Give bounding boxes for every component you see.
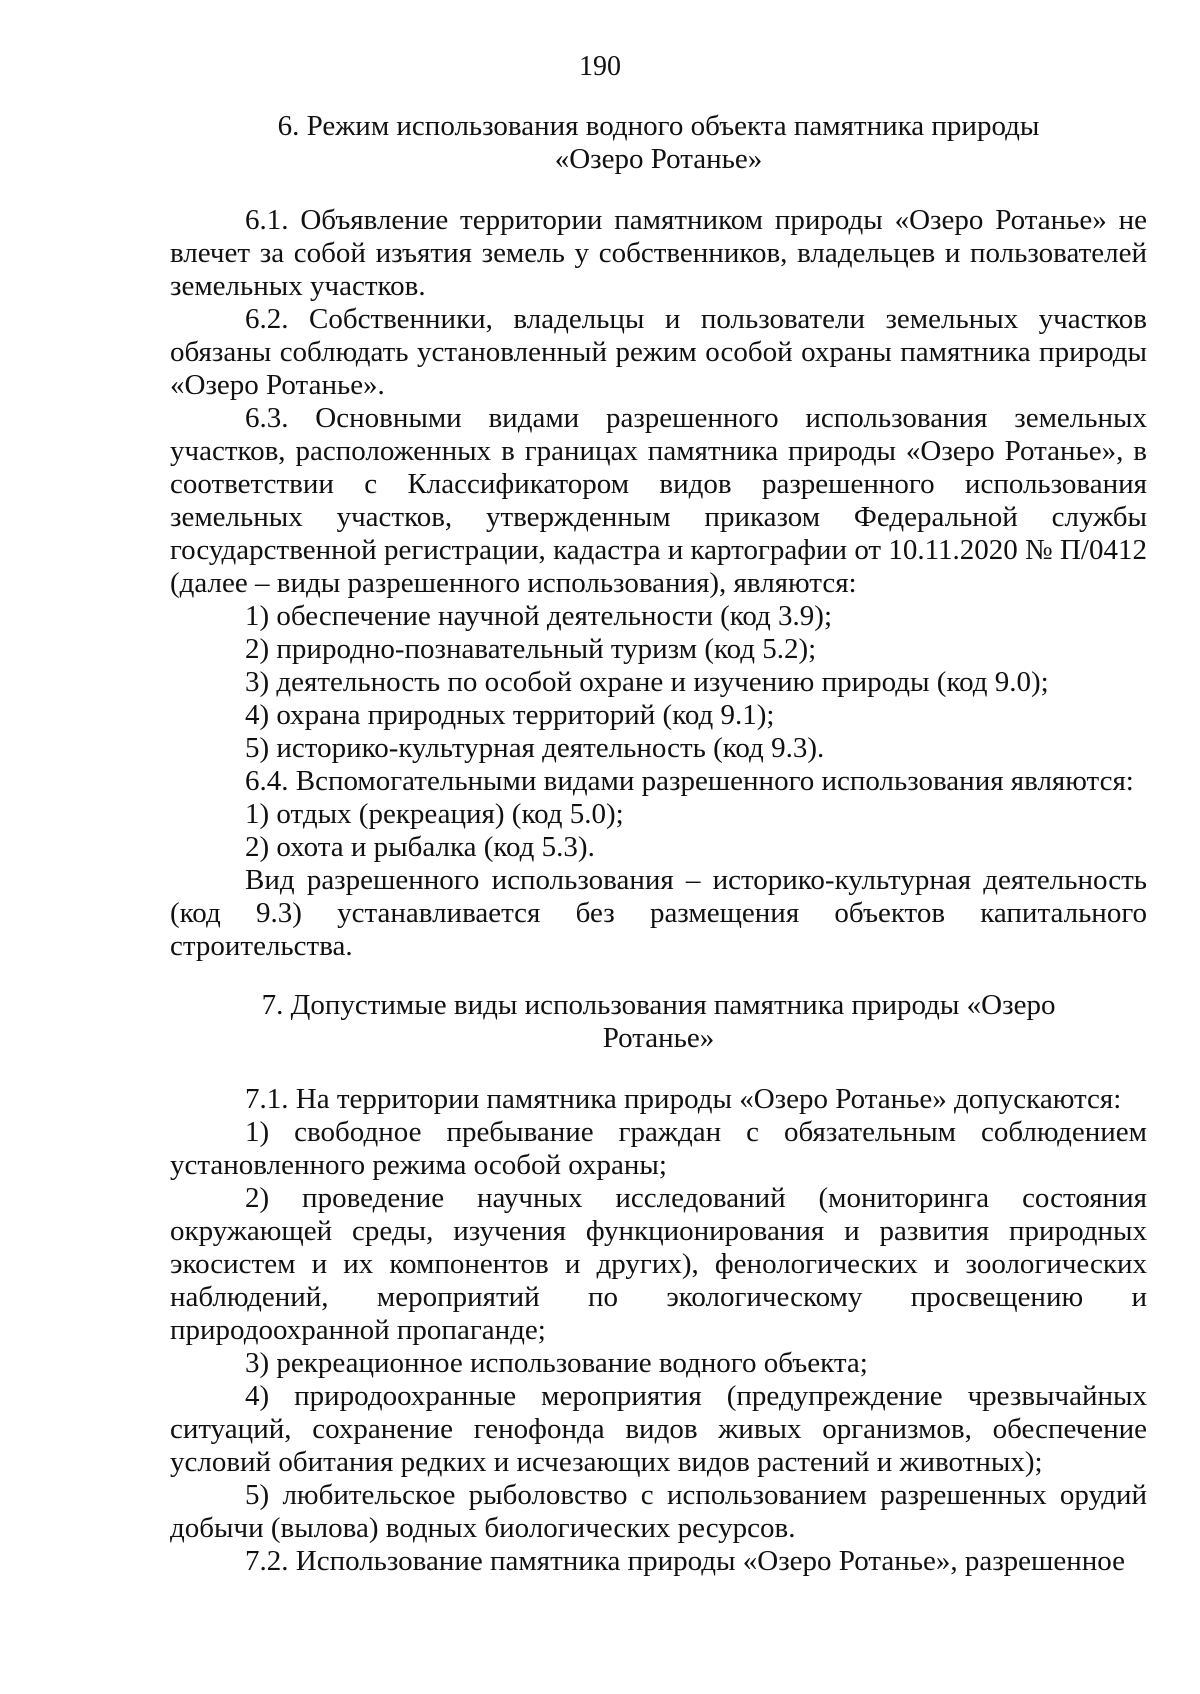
paragraph-6-2: 6.2. Собственники, владельцы и пользователи земельных участков обязаны соблюдать установленный режим особой охраны памятника природы «Озеро Ротанье». (170, 303, 1147, 401)
aux-use-item: 1) отдых (рекреация) (код 5.0); (245, 798, 624, 830)
allowed-use-item: 1) свободное пребывание граждан с обязательным соблюдением установленного режима особой охраны; (170, 1116, 1147, 1181)
main-use-item: 5) историко-культурная деятельность (код 9.3). (245, 732, 825, 764)
allowed-use-item: 3) рекреационное использование водного объекта; (245, 1347, 868, 1379)
section-7-title-line-2: Ротанье» (602, 1022, 715, 1054)
paragraph-7-2: 7.2. Использование памятника природы «Озеро Ротанье», разрешенное (245, 1545, 1126, 1577)
document-body (170, 110, 1147, 1578)
aux-use-item: 2) охота и рыбалка (код 5.3). (245, 831, 595, 863)
main-use-item: 4) охрана природных территорий (код 9.1); (245, 699, 775, 731)
main-use-item: 1) обеспечение научной деятельности (код 3.9); (245, 600, 832, 632)
section-7-title-line-1: 7. Допустимые виды использования памятника природы «Озеро (261, 989, 1056, 1021)
paragraph-7-1: 7.1. На территории памятника природы «Озеро Ротанье» допускаются: (245, 1083, 1122, 1115)
page-number: 190 (579, 51, 621, 82)
main-use-item: 2) природно-познавательный туризм (код 5.2); (245, 633, 817, 665)
section-7-heading (170, 989, 1147, 1055)
section-6-title-line-2: «Озеро Ротанье» (554, 143, 763, 175)
section-6-title-line-1: 6. Режим использования водного объекта памятника природы (277, 110, 1040, 142)
paragraph-6-4: 6.4. Вспомогательными видами разрешенного использования являются: (245, 765, 1134, 797)
paragraph-6-1: 6.1. Объявление территории памятником природы «Озеро Ротанье» не влечет за собой изъятия земель у собственников, владельцев и пользователей земельных участков. (170, 204, 1147, 302)
main-use-item: 3) деятельность по особой охране и изучению природы (код 9.0); (245, 666, 1049, 698)
paragraph-6-3: 6.3. Основными видами разрешенного использования земельных участков, расположенных в границах памятника природы «Озеро Ротанье», в соответствии с Классификатором видов разрешенного использования земельных участков, утвержденным приказом Федеральной службы государственной регистрации, кадастра и картографии от 10.11.2020 № П/0412 (далее – виды разрешенного использования), являются: (170, 402, 1147, 599)
allowed-use-item: 2) проведение научных исследований (мониторинга состояния окружающей среды, изучения функционирования и развития природных экосистем и их компонентов и других), фенологических и зоологических наблюдений, мероприятий по экологическому просвещению и природоохранной пропаганде; (170, 1182, 1147, 1346)
paragraph-use-note: Вид разрешенного использования – историко-культурная деятельность (код 9.3) устанавливается без размещения объектов капитального строительства. (170, 864, 1147, 962)
allowed-use-item: 4) природоохранные мероприятия (предупреждение чрезвычайных ситуаций, сохранение генофонда видов живых организмов, обеспечение условий обитания редких и исчезающих видов растений и животных); (170, 1380, 1147, 1478)
allowed-use-item: 5) любительское рыболовство с использованием разрешенных орудий добычи (вылова) водных биологических ресурсов. (170, 1479, 1147, 1544)
section-6-heading (170, 110, 1147, 176)
